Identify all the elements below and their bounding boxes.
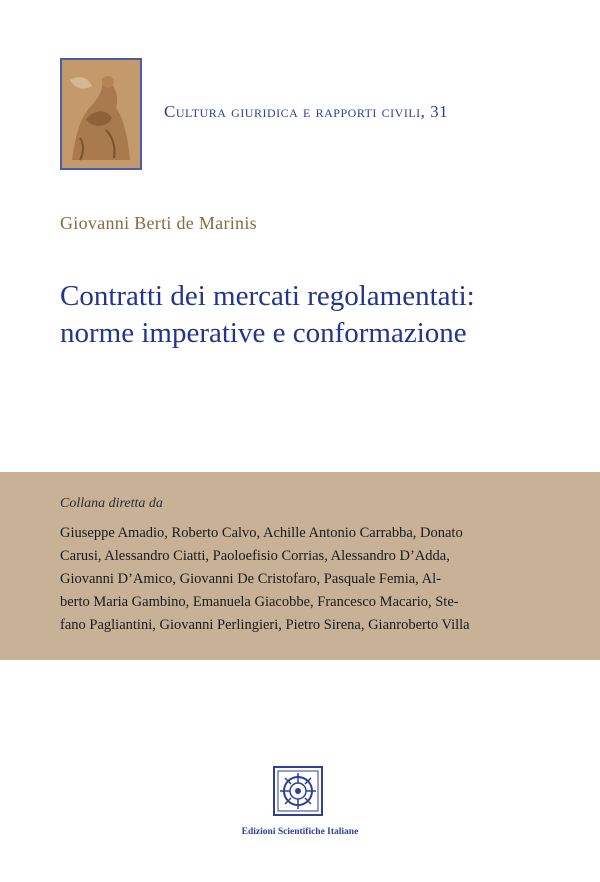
cover-artwork: [60, 58, 142, 170]
book-title-line: norme imperative e conformazione: [60, 317, 467, 349]
editors-list: [60, 522, 590, 637]
editors-line: fano Pagliantini, Giovanni Perlingieri, Pietro Sirena, Gianroberto Villa: [60, 617, 470, 633]
book-title-line: Contratti dei mercati regolamentati:: [60, 280, 475, 312]
editors-line: Carusi, Alessandro Ciatti, Paoloefisio Corrias, Alessandro D’Adda,: [60, 548, 450, 564]
editors-line: Giuseppe Amadio, Roberto Calvo, Achille Antonio Carrabba, Donato: [60, 525, 463, 541]
publisher-name: Edizioni Scientifiche Italiane: [241, 827, 359, 837]
series-title: Cultura giuridica e rapporti civili, 31: [164, 102, 449, 121]
editors-band: [0, 472, 600, 660]
book-title: [60, 278, 580, 352]
editors-line: berto Maria Gambino, Emanuela Giacobbe, Francesco Macario, Ste-: [60, 594, 459, 610]
publisher-logo-icon: [272, 765, 324, 817]
editors-line: Giovanni D’Amico, Giovanni De Cristofaro, Pasquale Femia, Al-: [60, 571, 441, 587]
author-name: Giovanni Berti de Marinis: [60, 213, 257, 233]
editors-heading: Collana diretta da: [60, 496, 163, 511]
artwork-illustration-icon: [62, 60, 140, 168]
